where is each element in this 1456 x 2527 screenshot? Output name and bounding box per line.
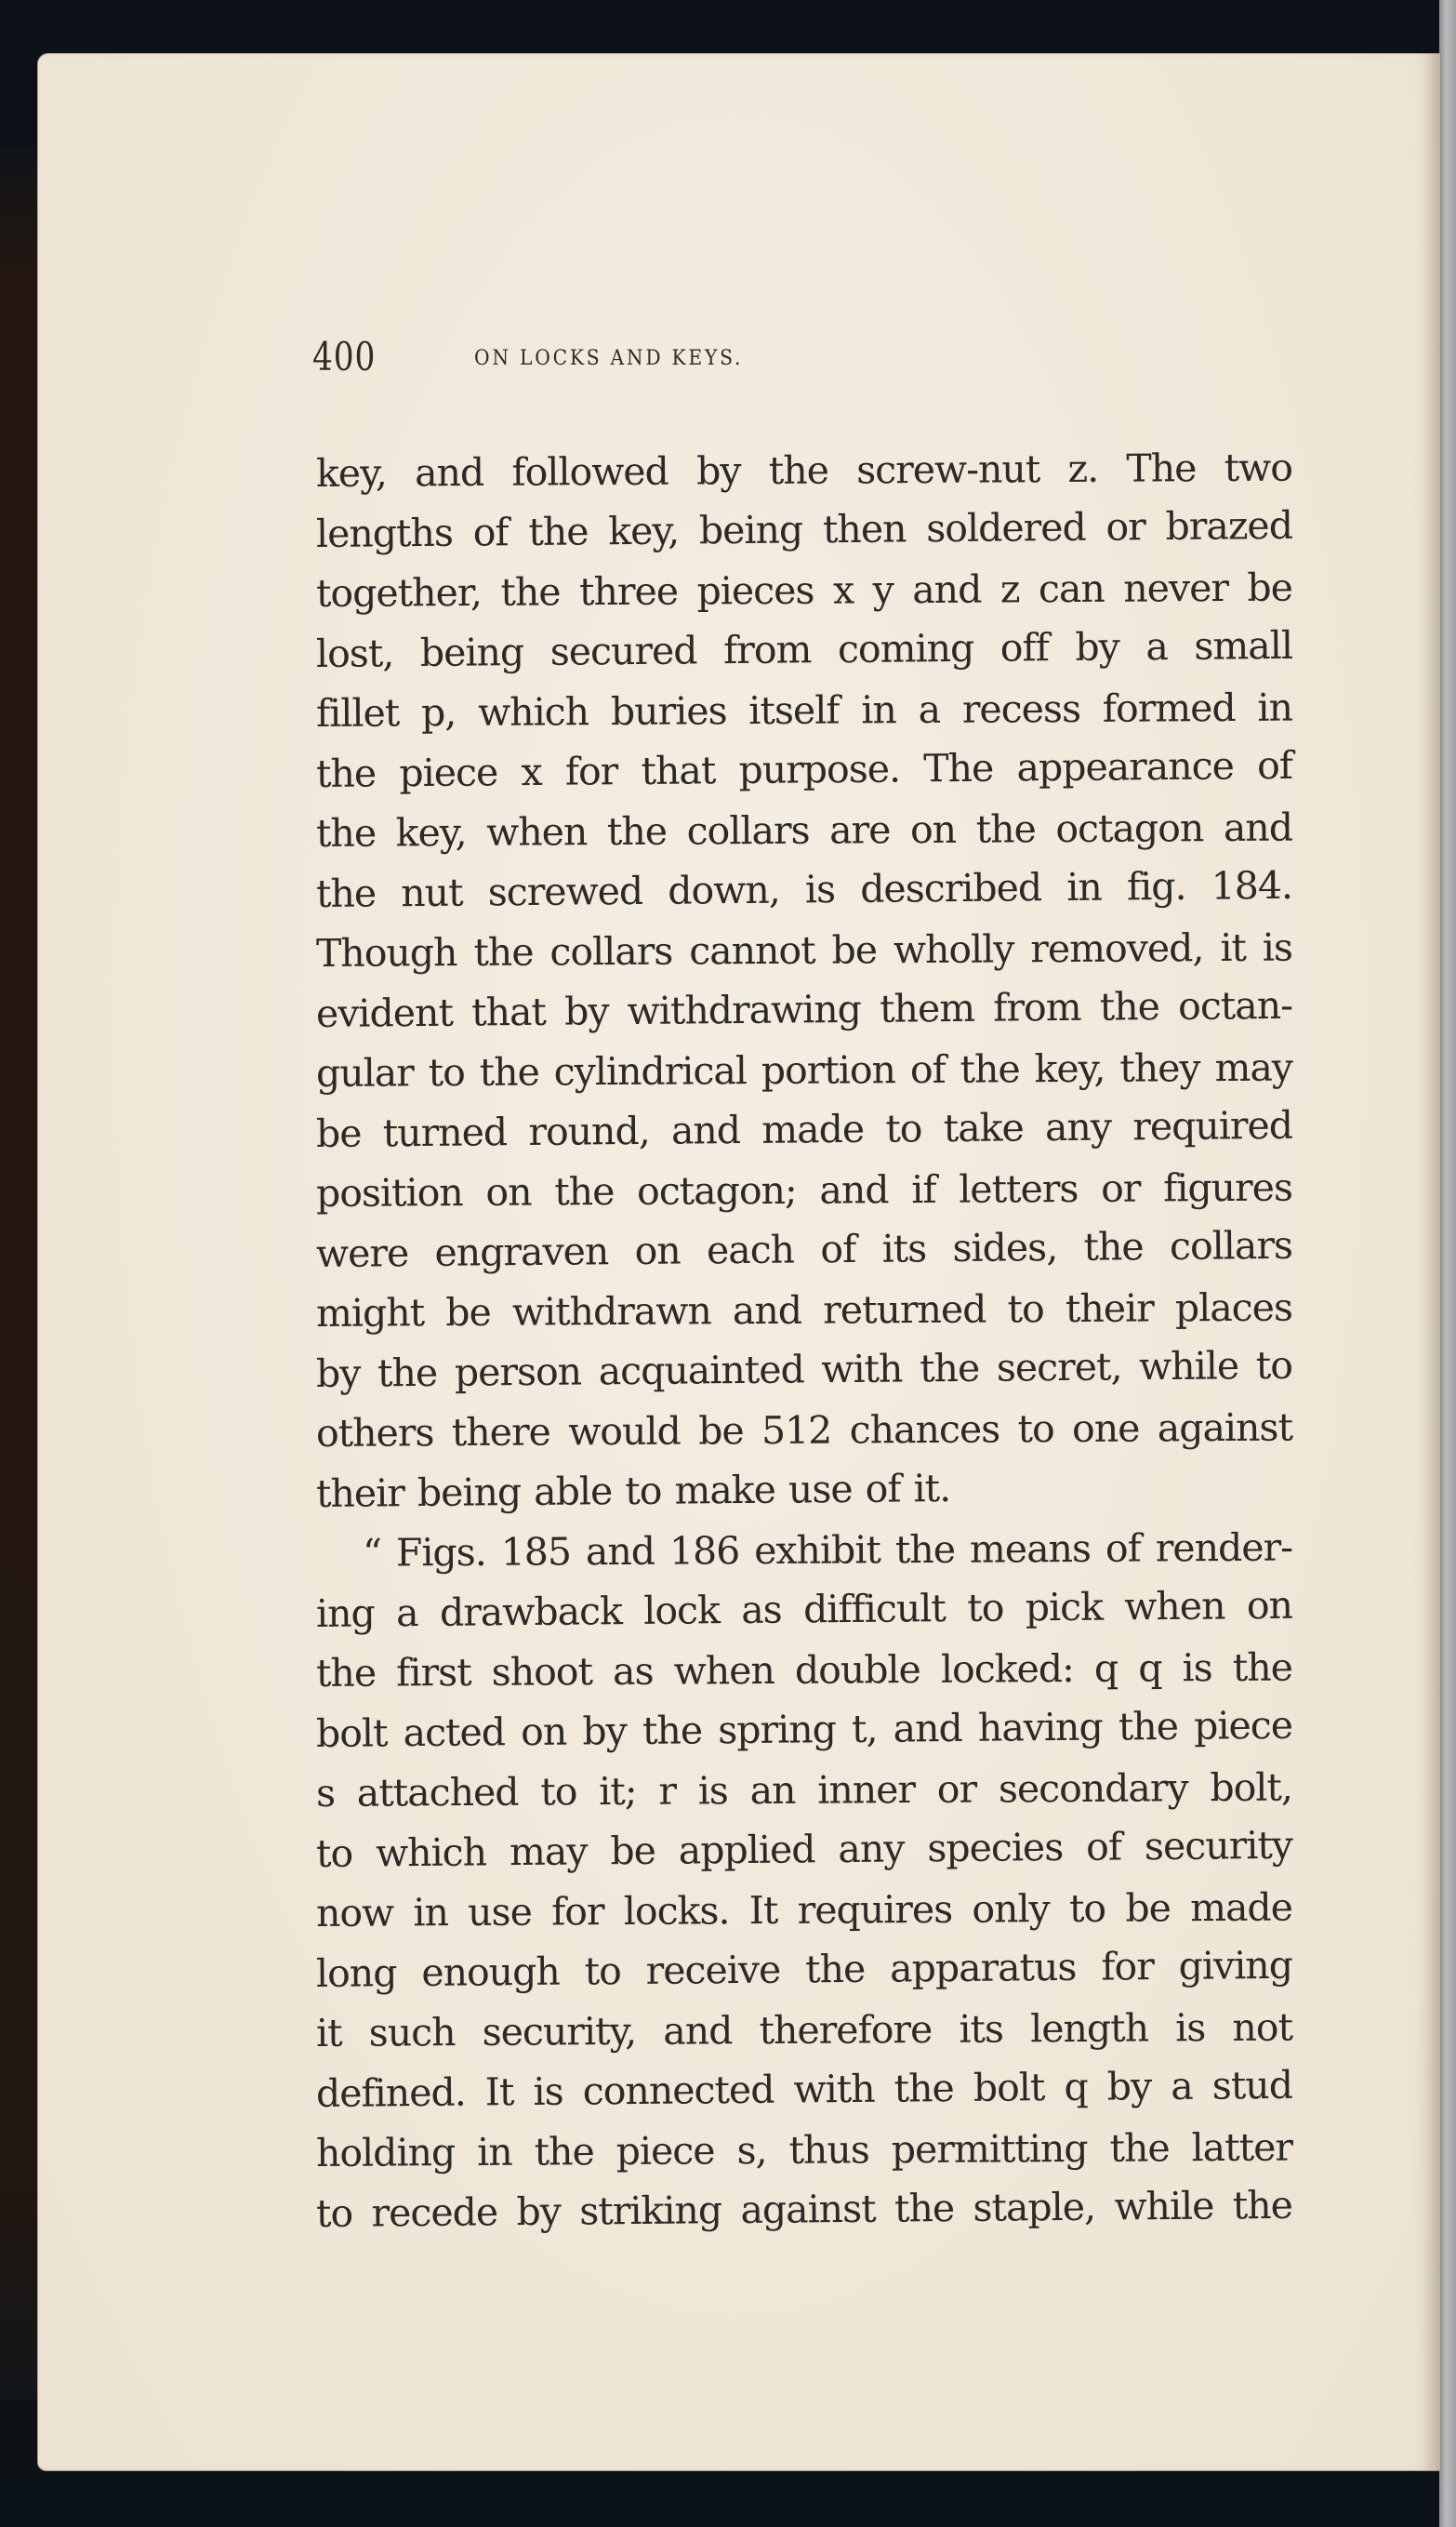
text-line: defined. It is connected with the bolt q by a stud (315, 2062, 1293, 2116)
text-line: key, and followed by the screw-nut z. The two (315, 445, 1293, 496)
text-line: be turned round, and made to take any required (315, 1102, 1293, 1156)
text-line: together, the three pieces x y and z can never be (315, 565, 1293, 616)
text-line: might be withdrawn and returned to their places (315, 1284, 1293, 1336)
text-line: lost, being secured from coming off by a small (315, 622, 1293, 676)
text-line-paragraph-start: “ Figs. 185 and 186 exhibit the means of render- (362, 1524, 1293, 1576)
body-text (316, 444, 1357, 2243)
scan-background-bottom (0, 2469, 1456, 2527)
text-line: were engraven on each of its sides, the collars (315, 1222, 1293, 1276)
text-line: by the person acquainted with the secret, while to (315, 1342, 1293, 1396)
text-line: fillet p, which buries itself in a recess formed in (315, 685, 1293, 736)
page-number: 400 (312, 334, 377, 379)
book-page (37, 53, 1441, 2471)
text-line: the nut screwed down, is described in fig. 184. (315, 862, 1293, 916)
text-line: it such security, and therefore its length is not (315, 2004, 1293, 2055)
running-title: ON LOCKS AND KEYS. (474, 347, 744, 370)
text-line: the piece x for that purpose. The appearance of (315, 742, 1293, 796)
text-line: position on the octagon; and if letters or figures (315, 1164, 1293, 1216)
text-line: s attached to it; r is an inner or secondary bolt, (315, 1764, 1293, 1815)
text-line: lengths of the key, being then soldered or brazed (315, 502, 1293, 556)
text-line: others there would be 512 chances to one against (315, 1404, 1293, 1456)
text-line: Though the collars cannot be wholly removed, it is (315, 924, 1293, 976)
page-content (37, 53, 1441, 2471)
text-line: bolt acted on by the spring t, and having the piece (315, 1702, 1293, 1756)
text-line: the first shoot as when double locked: q q is the (315, 1644, 1293, 1696)
text-line: evident that by withdrawing them from the octan- (315, 982, 1293, 1036)
text-line: now in use for locks. It requires only to be made (315, 1884, 1293, 1935)
text-line: to recede by striking against the staple, while the (315, 2182, 1293, 2236)
text-line: gular to the cylindrical portion of the key, they may (315, 1044, 1293, 1096)
text-line: long enough to receive the apparatus for giving (315, 1942, 1293, 1996)
running-head (312, 334, 1382, 390)
page-edge-strip (1439, 0, 1456, 2527)
text-line-paragraph-end: their being able to make use of it. (315, 1465, 951, 1516)
text-line: the key, when the collars are on the octagon and (315, 805, 1293, 856)
text-line: to which may be applied any species of security (315, 1822, 1293, 1876)
text-line: ing a drawback lock as difficult to pick when on (315, 1582, 1293, 1636)
text-line: holding in the piece s, thus permitting the latter (315, 2124, 1293, 2175)
